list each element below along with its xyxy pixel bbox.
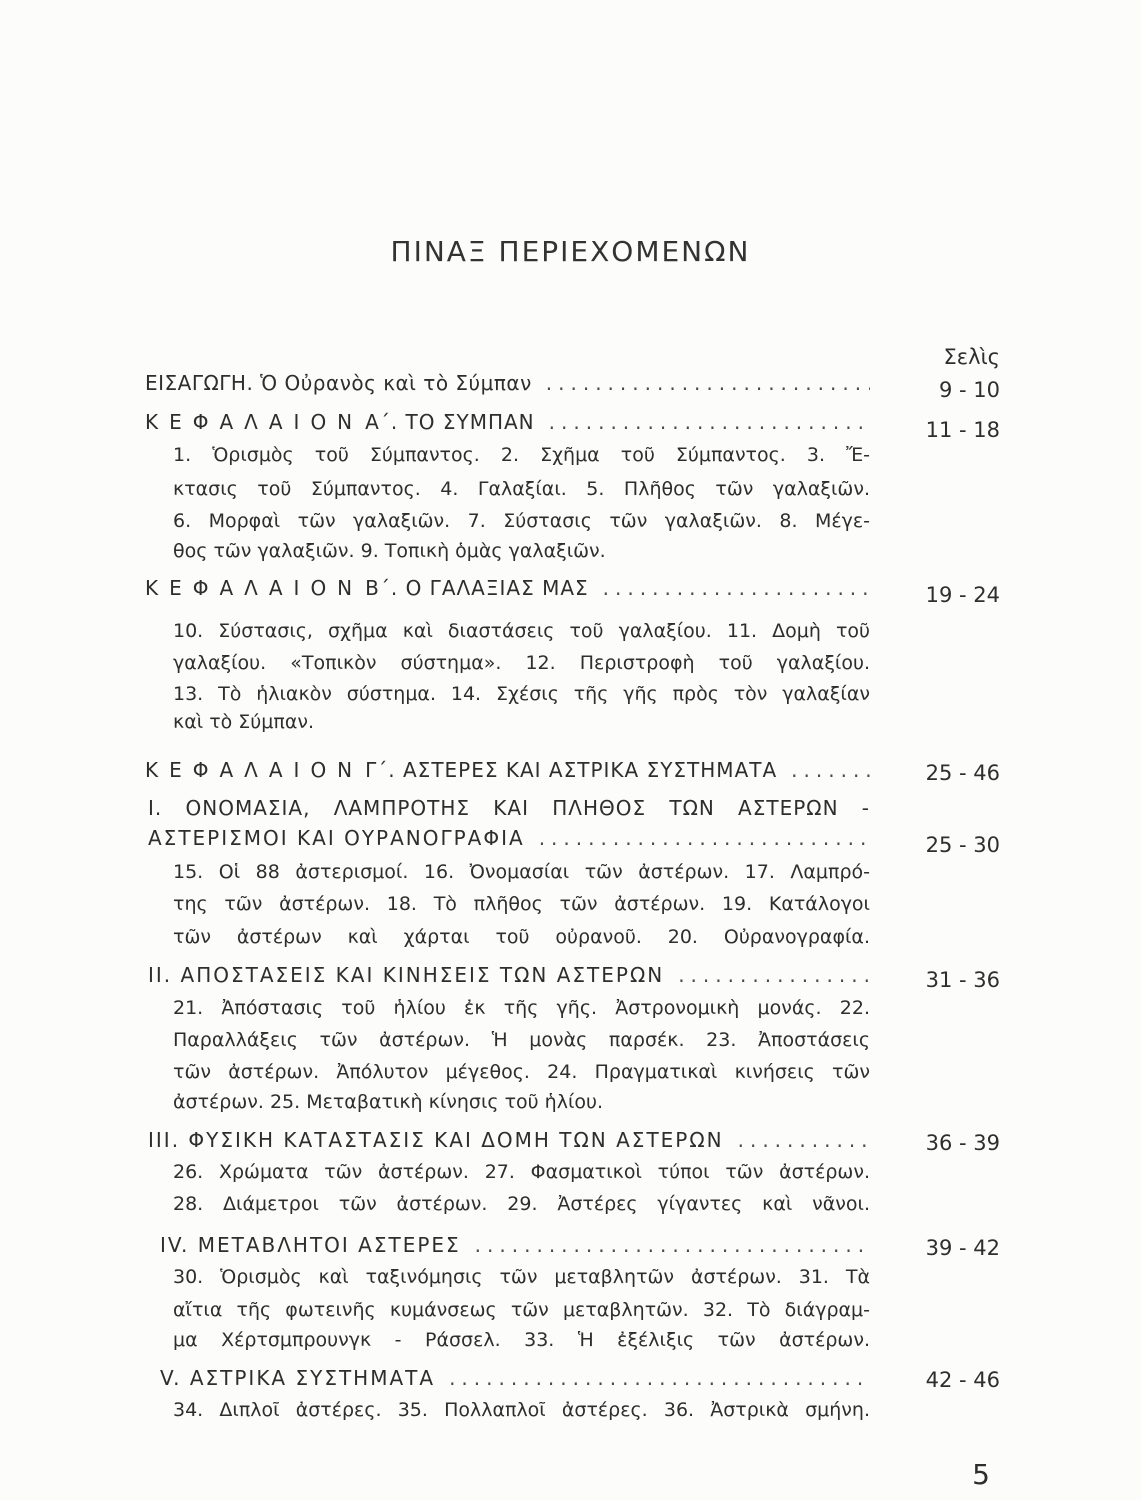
section-heading [148,959,870,991]
chapter-title: Α΄. ΤΟ ΣΥΜΠΑΝ [365,410,535,434]
section-description-line: Παραλλάξεις τῶν ἀστέρων. Ἡ μονὰς παρσέκ. 23. Ἀποστάσεις [173,1029,870,1051]
section-description-line: 21. Ἀπόστασις τοῦ ἡλίου ἐκ τῆς γῆς. Ἀστρονομικὴ μονάς. 22. [173,997,870,1019]
page-column-label: Σελὶς [943,345,1000,369]
section-heading-label: II. ΑΠΟΣΤΑΣΕΙΣ ΚΑΙ ΚΙΝΗΣΕΙΣ ΤΩΝ ΑΣΤΕΡΩΝ [148,963,665,987]
section-description-line: της τῶν ἀστέρων. 18. Τὸ πλῆθος τῶν ἀστέρων. 19. Κατάλογοι [173,893,870,915]
section-description-line: αἴτια τῆς φωτεινῆς κυμάνσεως τῶν μεταβλητῶν. 32. Τὸ διάγραμ- [173,1299,870,1321]
page-range: 9 - 10 [938,378,1000,402]
dot-leader [449,1362,870,1394]
page-range: 19 - 24 [925,583,1000,607]
section-description-line: 13. Τὸ ἡλιακὸν σύστημα. 14. Σχέσις τῆς γῆς πρὸς τὸν γαλαξίαν [173,683,870,705]
dot-leader [603,572,870,604]
page-range: 31 - 36 [925,968,1000,992]
section-heading [148,1124,870,1156]
page-range: 42 - 46 [925,1368,1000,1392]
section-description-line: γαλαξίου. «Τοπικὸν σύστημα». 12. Περιστροφὴ τοῦ γαλαξίου. [173,652,870,674]
section-heading [160,1362,870,1394]
section-description-line: κτασις τοῦ Σύμπαντος. 4. Γαλαξίαι. 5. Πλῆθος τῶν γαλαξιῶν. [173,478,870,500]
section-description-line: 15. Οἱ 88 ἀστερισμοί. 16. Ὀνομασίαι τῶν ἀστέρων. 17. Λαμπρό- [173,861,870,883]
page-range: 25 - 30 [925,833,1000,857]
contents-title: ΠΙΝΑΞ ΠΕΡΙΕΧΟΜΕΝΩΝ [390,235,751,268]
page-number: 5 [972,1458,990,1491]
section-heading-label: V. ΑΣΤΡΙΚΑ ΣΥΣΤΗΜΑΤΑ [160,1366,436,1390]
section-heading [148,822,870,854]
section-description-line: 26. Χρώματα τῶν ἀστέρων. 27. Φασματικοὶ τύποι τῶν ἀστέρων. [173,1161,870,1183]
section-description-line: 30. Ὁρισμὸς καὶ ταξινόμησις τῶν μεταβλητῶν ἀστέρων. 31. Τὰ [173,1266,870,1288]
dot-leader [539,822,870,854]
chapter-title: Γ΄. ΑΣΤΕΡΕΣ ΚΑΙ ΑΣΤΡΙΚΑ ΣΥΣΤΗΜΑΤΑ [365,758,778,782]
section-description-line: 34. Διπλοῖ ἀστέρες. 35. Πολλαπλοῖ ἀστέρες. 36. Ἀστρικὰ σμήνη. [173,1399,870,1421]
section-heading-label: ΑΣΤΕΡΙΣΜΟΙ ΚΑΙ ΟΥΡΑΝΟΓΡΑΦΙΑ [148,826,525,850]
section-description-line: μα Χέρτσμπρουνγκ - Ράσσελ. 33. Ἡ ἐξέλιξις τῶν ἀστέρων. [173,1329,870,1351]
section-heading-label: IV. ΜΕΤΑΒΛΗΤΟΙ ΑΣΤΕΡΕΣ [160,1233,461,1257]
section-heading [160,1229,870,1261]
dot-leader [791,754,870,786]
chapter-word: ΚΕΦΑΛΑΙΟΝ [145,758,364,782]
page-range: 39 - 42 [925,1236,1000,1260]
section-heading: I. ΟΝΟΜΑΣΙΑ, ΛΑΜΠΡΟΤΗΣ ΚΑΙ ΠΛΗΘΟΣ ΤΩΝ ΑΣΤΕΡΩΝ - [148,796,870,820]
page-range: 11 - 18 [925,418,1000,442]
dot-leader [549,406,870,438]
chapter-title: Β΄. Ο ΓΑΛΑΞΙΑΣ ΜΑΣ [365,576,589,600]
dot-leader [475,1229,870,1261]
chapter-word: ΚΕΦΑΛΑΙΟΝ [145,576,364,600]
section-description-line: ἀστέρων. 25. Μεταβατικὴ κίνησις τοῦ ἡλίου. [173,1091,604,1113]
section-description-line: 1. Ὁρισμὸς τοῦ Σύμπαντος. 2. Σχῆμα τοῦ Σύμπαντος. 3. Ἔ- [173,444,870,466]
dot-leader [738,1124,870,1156]
section-heading-label: III. ΦΥΣΙΚΗ ΚΑΤΑΣΤΑΣΙΣ ΚΑΙ ΔΟΜΗ ΤΩΝ ΑΣΤΕΡΩΝ [148,1128,724,1152]
section-description-line: 10. Σύστασις, σχῆμα καὶ διαστάσεις τοῦ γαλαξίου. 11. Δομὴ τοῦ [173,620,870,642]
section-description-line: 28. Διάμετροι τῶν ἀστέρων. 29. Ἀστέρες γίγαντες καὶ νᾶνοι. [173,1193,870,1215]
section-description-line: τῶν ἀστέρων. Ἀπόλυτον μέγεθος. 24. Πραγματικαὶ κινήσεις τῶν [173,1061,870,1083]
dot-leader [678,959,870,991]
toc-entry-label: ΕΙΣΑΓΩΓΗ. Ὁ Οὐρανὸς καὶ τὸ Σύμπαν [145,371,532,395]
toc-entry-introduction [145,367,870,399]
section-description-line: τῶν ἀστέρων καὶ χάρται τοῦ οὐρανοῦ. 20. Οὐρανογραφία. [173,926,870,948]
section-description-line: θος τῶν γαλαξιῶν. 9. Τοπικὴ ὁμὰς γαλαξιῶν. [173,540,606,562]
chapter-heading [145,406,870,438]
page-range: 36 - 39 [925,1131,1000,1155]
chapter-word: ΚΕΦΑΛΑΙΟΝ [145,410,364,434]
dot-leader [546,367,870,399]
chapter-heading [145,754,870,786]
chapter-heading [145,572,870,604]
page-range: 25 - 46 [925,761,1000,785]
section-description-line: καὶ τὸ Σύμπαν. [173,711,314,733]
section-description-line: 6. Μορφαὶ τῶν γαλαξιῶν. 7. Σύστασις τῶν γαλαξιῶν. 8. Μέγε- [173,510,870,532]
